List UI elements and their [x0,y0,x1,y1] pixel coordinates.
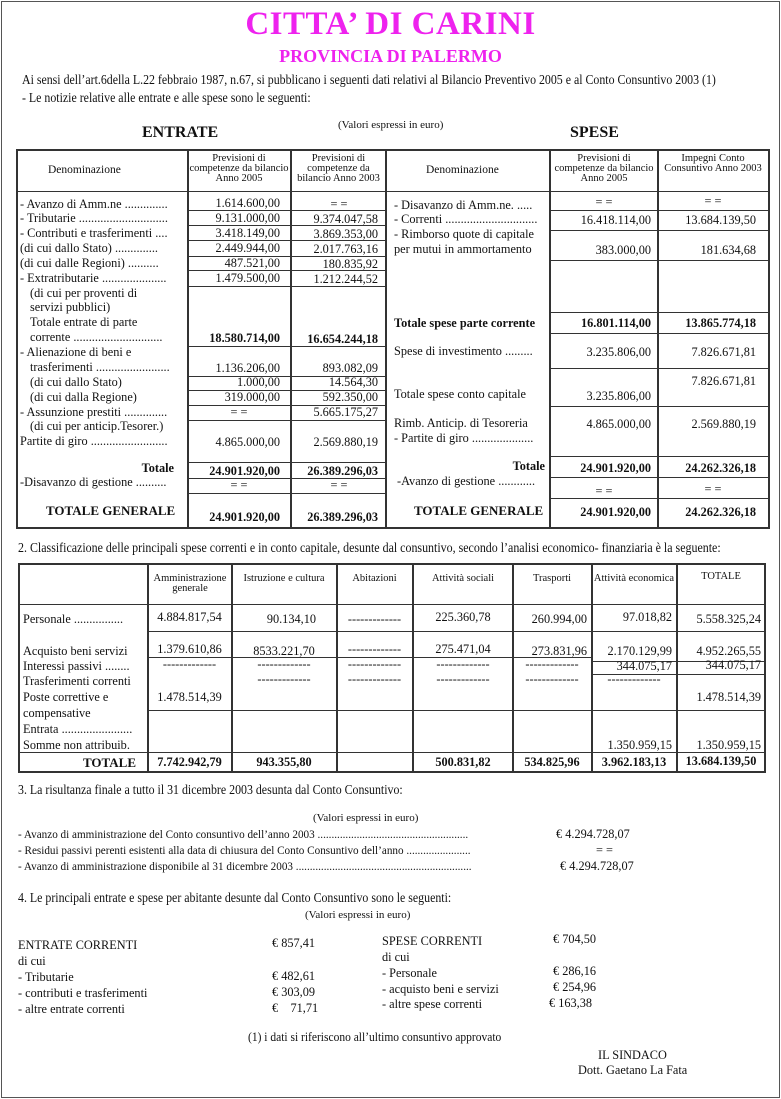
entrate-row-2005: 9.131.000,00 [215,211,280,225]
entrate-col-2003: Previsioni di competenze da bilancio Anno 2003 [297,153,380,184]
spese-row-2005: 4.865.000,00 [586,417,651,431]
cell: 344.075,17 [616,659,672,673]
entrate-row-2003: 5.665.175,27 [313,405,378,419]
section4-note: (Valori espressi in euro) [305,909,411,921]
cell: 260.994,00 [531,612,587,626]
pc-label: SPESE CORRENTI [382,934,483,948]
entrate-row-label: corrente ............................. [30,330,163,344]
cell: 5.558.325,24 [696,612,761,626]
spese-totale-2003: 24.262.326,18 [685,461,756,475]
col-totale: TOTALE [701,571,741,582]
pc-value: € 286,16 [553,964,597,978]
cell: 275.471,04 [435,642,491,656]
values-note: (Valori espressi in euro) [338,119,444,131]
row-label-trasferimenti: Trasferimenti correnti [23,674,131,688]
pc-label: - contributi e trasferimenti [18,986,148,1000]
entrate-row-2005: 18.580.714,00 [209,331,280,345]
entrate-row-2005: 1.000,00 [236,375,280,389]
spese-heading: SPESE [570,124,619,141]
entrate-row-label: - Assunzione prestiti .............. [20,405,168,419]
cell: 225.360,78 [435,610,491,624]
entrate-row-label: (di cui dallo Stato) .............. [20,241,158,255]
cell: ------------- [607,672,661,686]
entrate-row-label: (di cui dallo Stato) [30,375,122,389]
cell: 4.884.817,54 [157,610,222,624]
cell: 4.952.265,55 [696,644,761,658]
cell: 2.170.129,99 [607,644,672,658]
entrate-totale-label: Totale [141,461,174,475]
spese-col-denominazione: Denominazione [426,164,499,176]
entrate-row-2003: = = [330,197,348,211]
section3-heading: 3. La risultanza finale a tutto il 31 dicembre 2003 desunta dal Conto Consuntivo: [18,782,403,797]
col-amministrazione: Amministrazione generale [153,573,227,594]
entrate-row-label: - Alienazione di beni e [20,345,132,359]
spese-row-label: Rimb. Anticip. di Tesoreria [394,416,528,430]
pc-value: € 482,61 [272,969,316,983]
entrate-row-label: - Contributi e trasferimenti .... [20,226,168,240]
spese-row-2003: 181.634,68 [700,243,756,257]
entrate-row-2005: 487.521,00 [224,256,280,270]
section3-row-label: - Avanzo di amministrazione del Conto consuntivo dell’anno 2003 ...................................................... [18,827,469,841]
spese-col-2005: Previsioni di competenze da bilancio Anno 2005 [554,153,654,184]
spese-row-label: - Disavanzo di Amm.ne. ..... [394,198,533,212]
row-label-entrata: Entrata ....................... [23,722,133,736]
footnote: (1) i dati si riferiscono all’ultimo consuntivo approvato [248,1030,502,1044]
row-label-somme: Somme non attribuib. [23,738,130,752]
entrate-row-label: - Avanzo di Amm.ne .............. [20,197,168,211]
spese-row-label: -Avanzo di gestione ............ [397,474,536,488]
spese-totale-label: Totale [512,459,545,473]
entrate-row-2003: = = [330,478,348,492]
cell: 97.018,82 [622,610,672,624]
spese-totale-2005: 24.901.920,00 [580,461,651,475]
cell: ------------- [257,672,311,686]
spese-col-2003: Impegni Conto Consuntivo Anno 2003 [664,153,762,174]
entrate-row-label: Partite di giro ......................... [20,434,168,448]
cell: ------------- [525,657,579,671]
row-label-interessi: Interessi passivi ........ [23,659,130,673]
cell-total: 3.962.183,13 [601,755,667,769]
entrate-row-2003: 1.212.244,52 [313,272,378,286]
row-label-compensative: compensative [23,706,91,720]
cell: 1.350.959,15 [607,738,672,752]
pc-label: - altre entrate correnti [18,1002,125,1016]
row-label-personale: Personale ................ [23,612,124,626]
cell: ------------- [257,657,311,671]
spese-row-2003: = = [704,482,722,496]
entrate-row-label: servizi pubblici) [30,300,111,314]
entrate-totale-generale-label: TOTALE GENERALE [46,503,176,518]
pc-label: ENTRATE CORRENTI [18,938,138,952]
entrate-row-2003: 3.869.353,00 [313,227,378,241]
spese-row-2005: 383.000,00 [595,243,651,257]
spese-totale-corrente-2005: 16.801.114,00 [580,316,651,330]
spese-totale-generale-2003: 24.262.326,18 [685,505,756,519]
pc-label: - Personale [382,966,437,980]
pc-value: € 254,96 [553,980,597,994]
spese-row-2003: 13.684.139,50 [685,213,756,227]
pc-label: - altre spese correnti [382,997,483,1011]
section3-row-label: - Residui passivi perenti esistenti alla data di chiusura del Conto Consuntivo dell’anno ....................... [18,843,471,857]
pc-value: € 857,41 [272,936,316,950]
spese-row-label: per mutui in ammortamento [394,242,532,256]
cell: ------------- [436,657,490,671]
signature-name: Dott. Gaetano La Fata [578,1063,688,1077]
cell-total: 943.355,80 [256,755,312,769]
spese-row-2005: 3.235.806,00 [586,345,651,359]
cell-total: 534.825,96 [524,755,580,769]
cell: 1.379.610,86 [157,642,222,656]
cell-total: 13.684.139,50 [685,754,757,768]
entrate-row-label: (di cui per anticip.Tesorer.) [30,419,164,433]
entrate-row-2003: 592.350,00 [322,390,378,404]
pc-label: di cui [382,950,410,964]
entrate-row-label: Totale entrate di parte [30,315,138,329]
cell: ------------- [436,672,490,686]
entrate-row-2003: 893.082,09 [322,361,378,375]
section3-row-label: - Avanzo di amministrazione disponibile al 31 dicembre 2003 ............................................................... [18,859,472,873]
cell: 344.075,17 [705,658,761,672]
entrate-row-label: - Tributarie ............................. [20,211,168,225]
spese-row-2003: = = [704,194,722,208]
spese-row-label: Spese di investimento ......... [394,344,533,358]
col-istruzione: Istruzione e cultura [243,573,325,584]
pc-value: € 163,38 [549,996,593,1010]
cell: 8533.221,70 [253,644,315,658]
entrate-row-2005: 4.865.000,00 [215,435,280,449]
col-attivita-sociali: Attività sociali [431,573,495,584]
cell-total: 500.831,82 [435,755,491,769]
row-label-poste: Poste correttive e [23,690,109,704]
entrate-row-2005: 319.000,00 [224,390,280,404]
cell: ------------- [347,612,402,626]
entrate-row-label: (di cui dalla Regione) [30,390,137,404]
cell: ------------- [347,642,402,656]
entrate-row-2005: 2.449.944,00 [215,241,280,255]
page-title: CITTA’ DI CARINI [245,6,536,42]
cell: ------------- [525,672,579,686]
entrate-row-2005: = = [230,405,248,419]
entrate-row-2003: 2.017.763,16 [313,242,378,256]
cell: ------------- [347,657,402,671]
cell: 1.350.959,15 [696,738,761,752]
entrate-row-2005: 1.136.206,00 [215,361,280,375]
pc-value: € 704,50 [553,932,597,946]
spese-row-2003: 7.826.671,81 [691,374,756,388]
entrate-totale-2005: 24.901.920,00 [209,464,280,478]
entrate-row-label: (di cui dalle Regioni) .......... [20,256,159,270]
entrate-row-2005: 1.479.500,00 [215,271,280,285]
cell: 1.478.514,39 [696,690,761,704]
section3-note: (Valori espressi in euro) [313,812,419,824]
entrate-totale-2003: 26.389.296,03 [307,464,378,478]
entrate-row-2003: 180.835,92 [322,257,378,271]
section2-heading: 2. Classificazione delle principali spese correnti e in conto capitale, desunte dal consuntivo, secondo l’analisi economico- finanziaria è la seguente: [18,540,721,555]
entrate-col-2005: Previsioni di competenze da bilancio Anno 2005 [189,153,289,184]
page-subtitle: PROVINCIA DI PALERMO [279,46,502,66]
entrate-row-2005: 1.614.600,00 [215,196,280,210]
entrate-row-2003: 9.374.047,58 [313,212,378,226]
spese-row-label: - Correnti .............................. [394,212,538,226]
section3-row-value: = = [596,843,613,857]
spese-row-label: - Partite di giro .................... [394,431,534,445]
entrate-row-label: - Extratributarie ..................... [20,271,167,285]
entrate-heading: ENTRATE [142,124,219,141]
cell: 90.134,10 [266,612,316,626]
section4-heading: 4. Le principali entrate e spese per abitante desunte dal Conto Consuntivo sono le seguenti: [18,890,452,905]
signature-title: IL SINDACO [598,1048,667,1062]
cell: 273.831,96 [531,644,587,658]
col-trasporti: Trasporti [532,573,572,584]
pc-label: di cui [18,954,46,968]
row-label-totale: TOTALE [83,755,136,770]
entrate-col-denominazione: Denominazione [48,164,121,176]
section3-row-value: € 4.294.728,07 [556,827,630,841]
spese-row-2003: 2.569.880,19 [691,417,756,431]
spese-row-2005: 16.418.114,00 [580,213,651,227]
cell: 1.478.514,39 [157,690,222,704]
pc-label: - acquisto beni e servizi [382,982,499,996]
entrate-row-2003: 2.569.880,19 [313,435,378,449]
entrate-row-label: -Disavanzo di gestione .......... [20,475,167,489]
entrate-totale-generale-2005: 24.901.920,00 [209,510,280,524]
pc-value: € 303,09 [272,985,316,999]
entrate-row-label: trasferimenti ........................ [30,360,170,374]
row-label-acquisto: Acquisto beni servizi [23,644,128,658]
spese-row-2005: 3.235.806,00 [586,389,651,403]
spese-row-label: Totale spese conto capitale [394,387,526,401]
entrate-row-2005: 3.418.149,00 [215,226,280,240]
spese-totale-generale-2005: 24.901.920,00 [580,505,651,519]
section3-row-value: € 4.294.728,07 [560,859,634,873]
intro-line-1: Ai sensi dell’art.6della L.22 febbraio 1987, n.67, si pubblicano i seguenti dati relativi al Bilancio Preventivo 2005 e al Conto Consuntivo 2003 (1) [22,72,716,87]
spese-totale-corrente-label: Totale spese parte corrente [394,316,536,330]
col-attivita-economica: Attività economica [593,573,675,584]
entrate-row-2003: 16.654.244,18 [307,332,378,346]
pc-value: € 71,71 [272,1001,319,1015]
cell: ------------- [162,657,217,671]
entrate-totale-generale-2003: 26.389.296,03 [307,510,378,524]
entrate-row-2005: = = [230,478,248,492]
entrate-row-2003: 14.564,30 [328,375,378,389]
cell: ------------- [347,672,402,686]
pc-label: - Tributarie [18,970,74,984]
spese-totale-generale-label: TOTALE GENERALE [414,503,544,518]
spese-totale-corrente-2003: 13.865.774,18 [685,316,756,330]
intro-line-2: - Le notizie relative alle entrate e alle spese sono le seguenti: [22,90,311,105]
entrate-row-label: (di cui per proventi di [30,286,138,300]
cell-total: 7.742.942,79 [157,755,222,769]
spese-row-label: - Rimborso quote di capitale [394,227,535,241]
col-abitazioni: Abitazioni [352,573,397,584]
spese-row-2003: 7.826.671,81 [691,345,756,359]
spese-row-2005: = = [595,195,613,209]
spese-row-2005: = = [595,484,613,498]
